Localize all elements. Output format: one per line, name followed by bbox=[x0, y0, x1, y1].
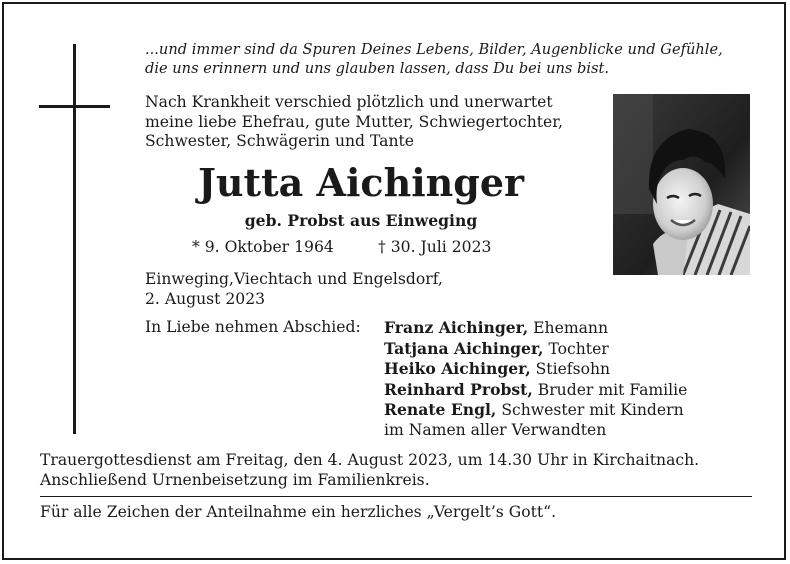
farewell-label: In Liebe nehmen Abschied: bbox=[145, 318, 361, 336]
death-date: † 30. Juli 2023 bbox=[378, 238, 492, 256]
mourner-relation: Schwester mit Kindern bbox=[496, 401, 684, 419]
announcement-line: meine liebe Ehefrau, gute Mutter, Schwiegertochter, bbox=[145, 112, 563, 131]
life-dates bbox=[145, 237, 577, 257]
place-and-date bbox=[145, 270, 443, 309]
funeral-service-info bbox=[40, 451, 760, 490]
cross-icon-bar bbox=[39, 105, 110, 108]
mourner-relation: Stiefsohn bbox=[530, 360, 611, 378]
mourner-entry bbox=[384, 400, 687, 421]
mourner-relation: Ehemann bbox=[528, 319, 608, 337]
mourner-relation: Bruder mit Familie bbox=[532, 380, 688, 399]
thanks-line: Für alle Zeichen der Anteilnahme ein herzliches „Vergelt’s Gott“. bbox=[40, 503, 557, 521]
mourner-name: Reinhard Probst, bbox=[384, 379, 533, 399]
announcement-line: Schwester, Schwägerin und Tante bbox=[145, 132, 414, 150]
mourner-entry bbox=[384, 318, 687, 339]
mourner-name: Renate Engl, bbox=[384, 400, 497, 419]
death-announcement bbox=[145, 93, 563, 152]
mourner-name: Heiko Aichinger, bbox=[384, 359, 531, 378]
portrait-photo-art bbox=[613, 94, 750, 275]
mourner-entry bbox=[384, 359, 687, 380]
quote-line: ...und immer sind da Spuren Deines Lebens, Bilder, Augenblicke und Gefühle, bbox=[145, 41, 723, 58]
portrait-photo bbox=[613, 94, 750, 275]
mourner-entry bbox=[384, 339, 687, 360]
quote-line: die uns erinnern und uns glauben lassen, dass Du bei uns bist. bbox=[145, 60, 610, 77]
mourner-entry bbox=[384, 380, 687, 401]
mourners-list bbox=[384, 318, 687, 440]
mourners-closing: im Namen aller Verwandten bbox=[384, 420, 607, 439]
announcement-line: Nach Krankheit verschied plötzlich und unerwartet bbox=[145, 93, 553, 111]
cross-icon bbox=[73, 44, 76, 434]
date-line: 2. August 2023 bbox=[145, 289, 266, 308]
service-line: Trauergottesdienst am Freitag, den 4. August 2023, um 14.30 Uhr in Kirchaitnach. bbox=[40, 451, 700, 469]
birth-name: geb. Probst aus Einweging bbox=[244, 211, 478, 230]
birth-date: * 9. Oktober 1964 bbox=[192, 238, 334, 256]
mourner-name: Franz Aichinger, bbox=[384, 318, 529, 337]
memorial-quote bbox=[145, 40, 765, 78]
service-line: Anschließend Urnenbeisetzung im Familienkreis. bbox=[40, 470, 430, 489]
divider bbox=[40, 496, 752, 497]
deceased-name: Jutta Aichinger bbox=[197, 160, 525, 205]
mourner-relation: Tochter bbox=[543, 339, 609, 358]
place-line: Einweging,Viechtach und Engelsdorf, bbox=[145, 270, 443, 288]
mourner-name: Tatjana Aichinger, bbox=[384, 338, 544, 358]
